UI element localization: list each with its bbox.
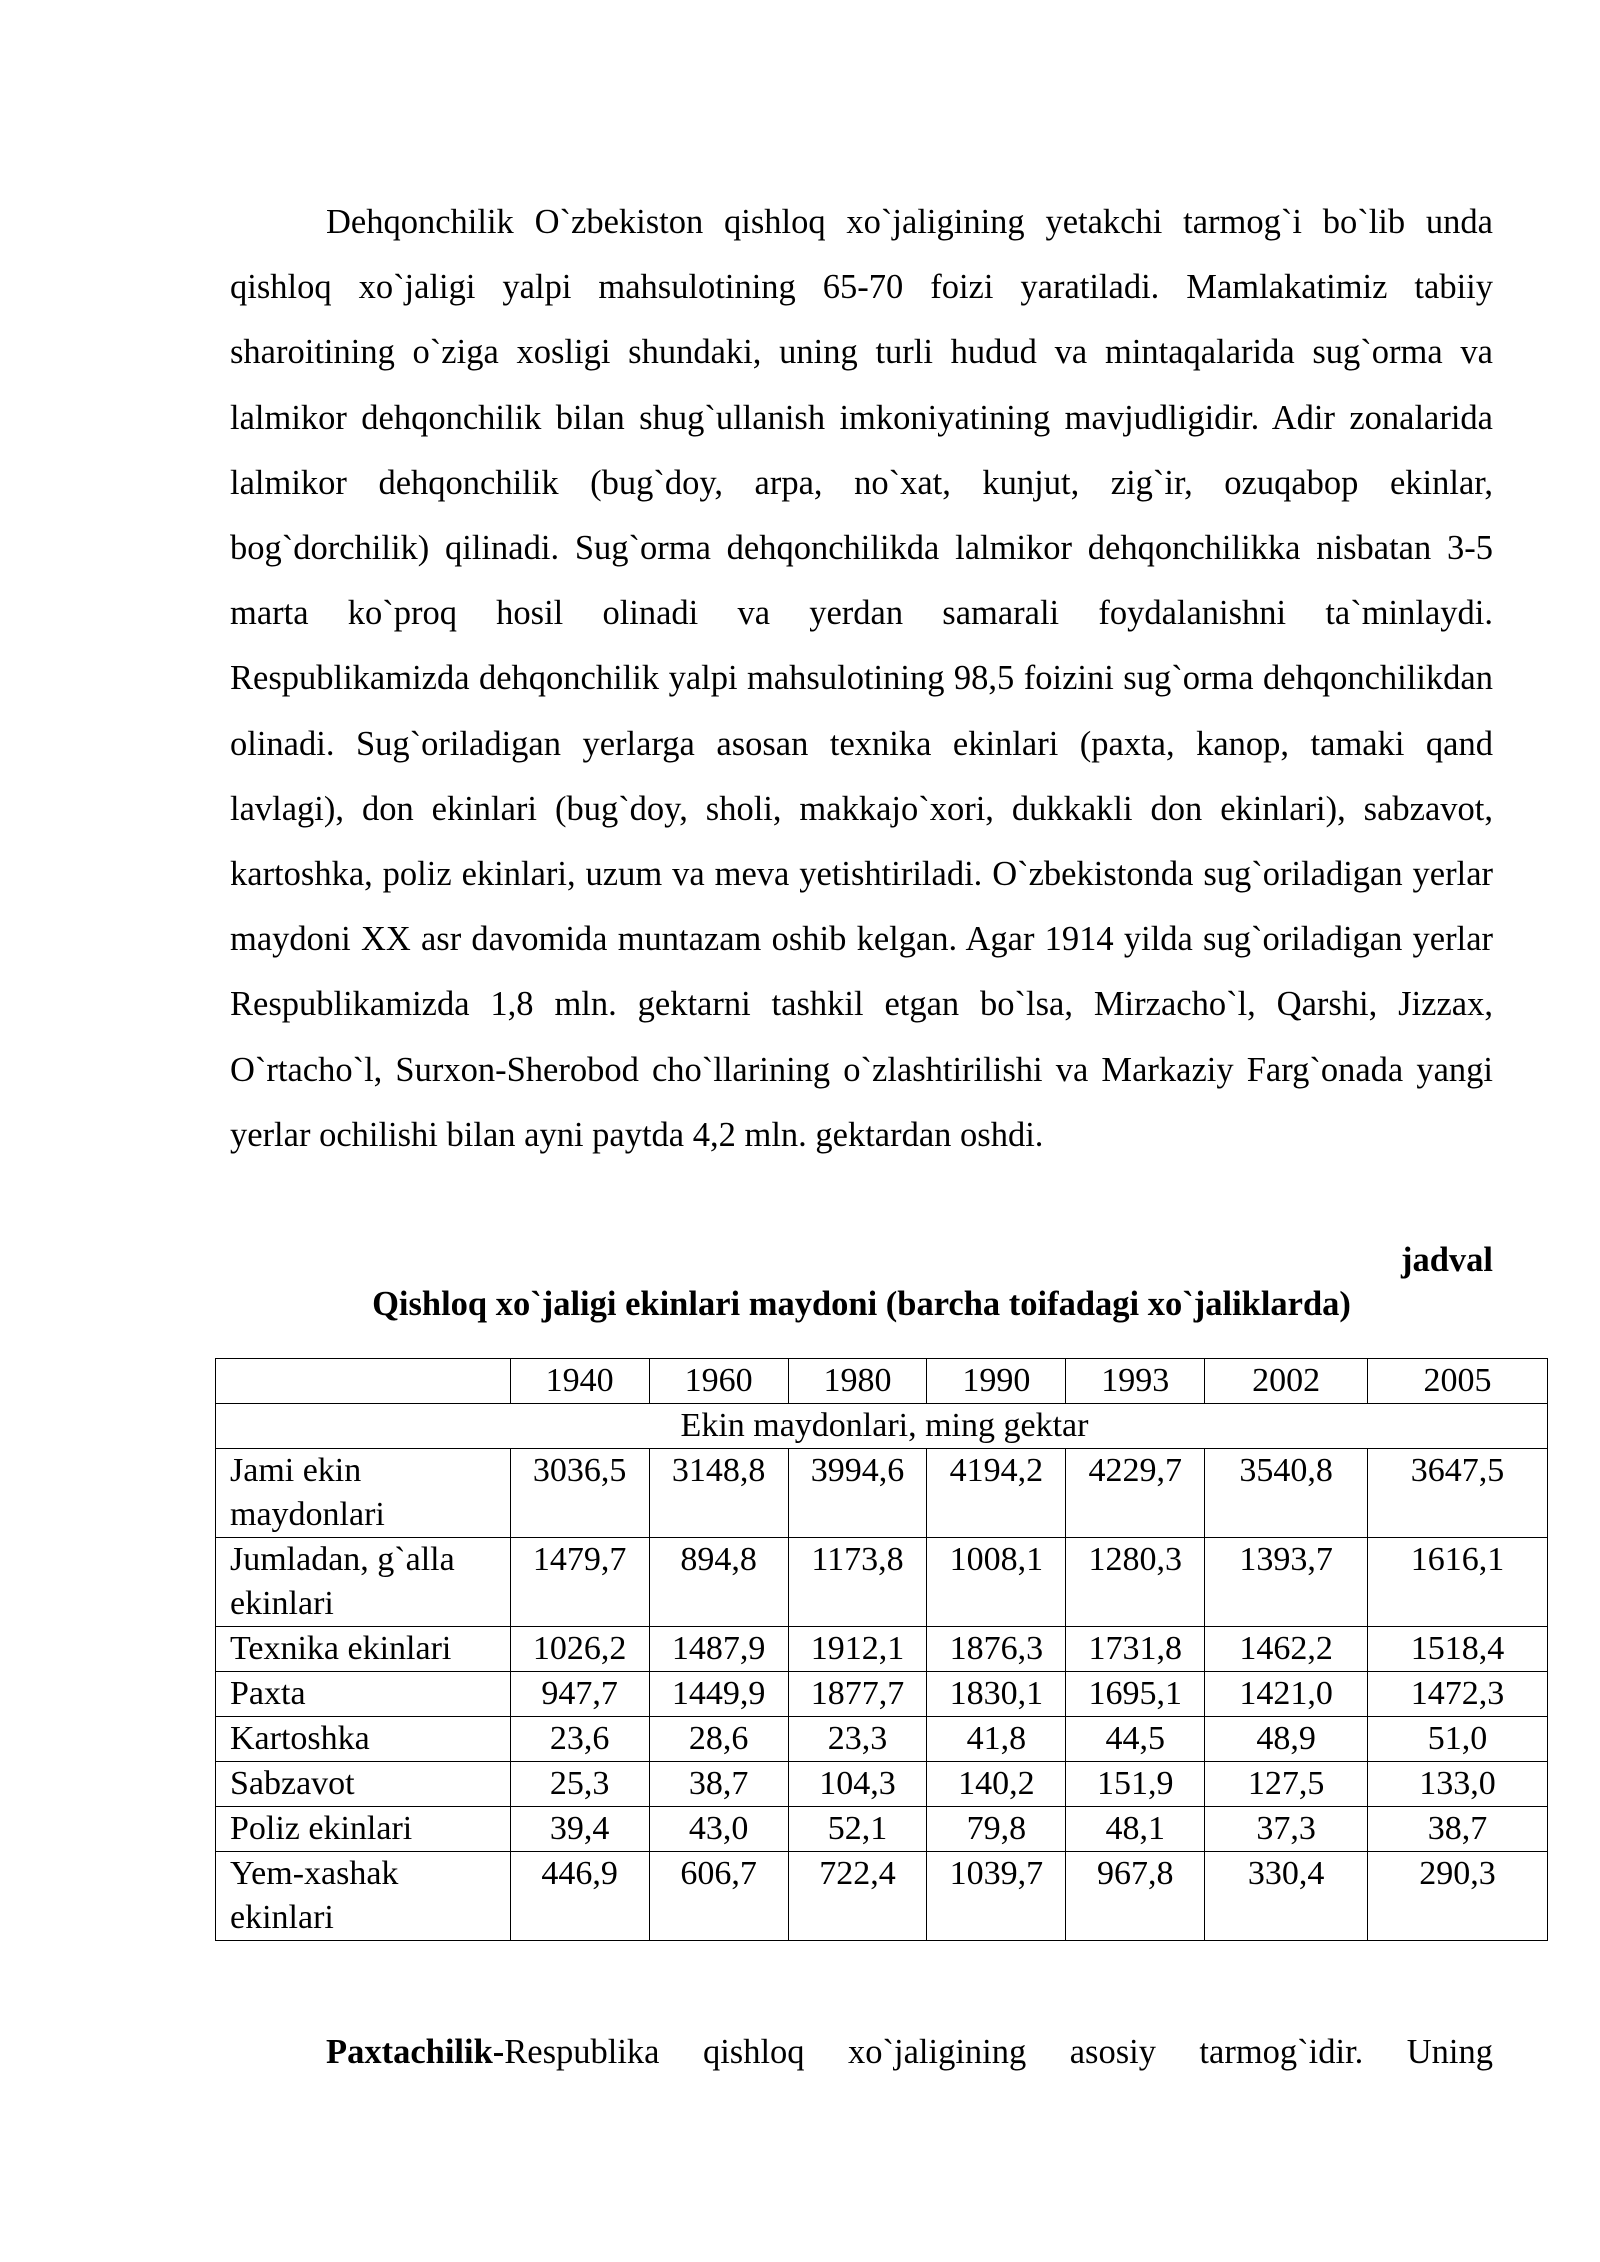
year-header: 1990 [927,1359,1066,1404]
data-cell: 44,5 [1066,1717,1205,1762]
data-cell: 446,9 [510,1852,649,1941]
row-label: Texnika ekinlari [216,1627,511,1672]
data-cell: 43,0 [649,1807,788,1852]
table-row [216,1538,1548,1627]
table-header-row [216,1359,1548,1404]
table-corner-cell [216,1359,511,1404]
data-cell: 38,7 [649,1762,788,1807]
unit-row [216,1404,1548,1449]
data-cell: 1518,4 [1368,1627,1548,1672]
data-cell: 133,0 [1368,1762,1548,1807]
data-cell: 38,7 [1368,1807,1548,1852]
year-header: 2005 [1368,1359,1548,1404]
data-cell: 1280,3 [1066,1538,1205,1627]
year-header: 1993 [1066,1359,1205,1404]
data-cell: 1462,2 [1205,1627,1368,1672]
data-cell: 1616,1 [1368,1538,1548,1627]
row-label: Sabzavot [216,1762,511,1807]
data-cell: 1830,1 [927,1672,1066,1717]
data-cell: 1912,1 [788,1627,927,1672]
table-row [216,1672,1548,1717]
data-cell: 1008,1 [927,1538,1066,1627]
data-cell: 127,5 [1205,1762,1368,1807]
data-cell: 41,8 [927,1717,1066,1762]
data-cell: 1173,8 [788,1538,927,1627]
data-cell: 1039,7 [927,1852,1066,1941]
table-row [216,1449,1548,1538]
row-label: Paxta [216,1672,511,1717]
data-cell: 3540,8 [1205,1449,1368,1538]
table-row [216,1852,1548,1941]
data-cell: 4229,7 [1066,1449,1205,1538]
data-cell: 1026,2 [510,1627,649,1672]
data-cell: 3036,5 [510,1449,649,1538]
data-cell: 28,6 [649,1717,788,1762]
data-cell: 290,3 [1368,1852,1548,1941]
row-label: Kartoshka [216,1717,511,1762]
data-cell: 1393,7 [1205,1538,1368,1627]
data-cell: 37,3 [1205,1807,1368,1852]
table-row [216,1717,1548,1762]
data-cell: 39,4 [510,1807,649,1852]
unit-cell: Ekin maydonlari, ming gektar [216,1404,1548,1449]
data-cell: 1472,3 [1368,1672,1548,1717]
data-cell: 1876,3 [927,1627,1066,1672]
data-cell: 1487,9 [649,1627,788,1672]
paragraph-lead-term: Paxtachilik- [326,2033,505,2071]
year-header: 1960 [649,1359,788,1404]
data-cell: 25,3 [510,1762,649,1807]
table-label: jadval [1400,1241,1493,1279]
intro-paragraph: Dehqonchilik O`zbekiston qishloq xo`jaligining yetakchi tarmog`i bo`lib unda qishloq xo`jaligi yalpi mahsulotining 65-70 foizi yaratiladi. Mamlakatimiz tabiiy sharoitining o`ziga xosligi shundaki, uning turli hudud va mintaqalarida sug`orma va lalmikor dehqonchilik bilan shug`ullanish imkoniyatining mavjudligidir. Adir zonalarida lalmikor dehqonchilik (bug`doy, arpa, no`xat, kunjut, zig`ir, ozuqabop ekinlar, bog`dorchilik) qilinadi. Sug`orma dehqonchilikda lalmikor dehqonchilikka nisbatan 3-5 marta ko`proq hosil olinadi va yerdan samarali foydalanishni ta`minlaydi. Respublikamizda dehqonchilik yalpi mahsulotining 98,5 foizini sug`orma dehqonchilikdan olinadi. Sug`oriladigan yerlarga asosan texnika ekinlari (paxta, kanop, tamaki qand lavlagi), don ekinlari (bug`doy, sholi, makkajo`xori, dukkakli don ekinlari), sabzavot, kartoshka, poliz ekinlari, uzum va meva yetishtiriladi. O`zbekistonda sug`oriladigan yerlar maydoni XX asr davomida muntazam oshib kelgan. Agar 1914 yilda sug`oriladigan yerlar Respublikamizda 1,8 mln. gektarni tashkil etgan bo`lsa, Mirzacho`l, Qarshi, Jizzax, O`rtacho`l, Surxon-Sherobod cho`llarining o`zlashtirilishi va Markaziy Farg`onada yangi yerlar ochilishi bilan ayni paytda 4,2 mln. gektardan oshdi. [230,203,1493,1154]
year-header: 1940 [510,1359,649,1404]
data-cell: 330,4 [1205,1852,1368,1941]
data-cell: 3148,8 [649,1449,788,1538]
data-cell: 3994,6 [788,1449,927,1538]
data-cell: 1731,8 [1066,1627,1205,1672]
data-cell: 894,8 [649,1538,788,1627]
data-cell: 4194,2 [927,1449,1066,1538]
year-header: 1980 [788,1359,927,1404]
data-cell: 23,6 [510,1717,649,1762]
row-label: Jumladan, g`alla ekinlari [216,1538,511,1627]
data-cell: 1479,7 [510,1538,649,1627]
table-row [216,1762,1548,1807]
year-header: 2002 [1205,1359,1368,1404]
data-cell: 1449,9 [649,1672,788,1717]
data-cell: 947,7 [510,1672,649,1717]
data-cell: 606,7 [649,1852,788,1941]
data-cell: 48,1 [1066,1807,1205,1852]
paragraph-text: Respublika qishloq xo`jaligining asosiy tarmog`idir. Uning [504,2033,1493,2071]
data-cell: 3647,5 [1368,1449,1548,1538]
paxtachilik-paragraph [230,2020,1493,2085]
data-cell: 1421,0 [1205,1672,1368,1717]
crop-area-table [215,1358,1548,1941]
data-cell: 48,9 [1205,1717,1368,1762]
data-cell: 967,8 [1066,1852,1205,1941]
row-label: Yem-xashak ekinlari [216,1852,511,1941]
data-cell: 1877,7 [788,1672,927,1717]
data-cell: 52,1 [788,1807,927,1852]
data-cell: 1695,1 [1066,1672,1205,1717]
row-label: Poliz ekinlari [216,1807,511,1852]
data-cell: 140,2 [927,1762,1066,1807]
data-cell: 23,3 [788,1717,927,1762]
data-cell: 722,4 [788,1852,927,1941]
data-cell: 151,9 [1066,1762,1205,1807]
data-cell: 79,8 [927,1807,1066,1852]
table-title: Qishloq xo`jaligi ekinlari maydoni (barcha toifadagi xo`jaliklarda) [372,1285,1351,1323]
data-cell: 51,0 [1368,1717,1548,1762]
table-row [216,1627,1548,1672]
table-row [216,1807,1548,1852]
row-label: Jami ekin maydonlari [216,1449,511,1538]
data-cell: 104,3 [788,1762,927,1807]
